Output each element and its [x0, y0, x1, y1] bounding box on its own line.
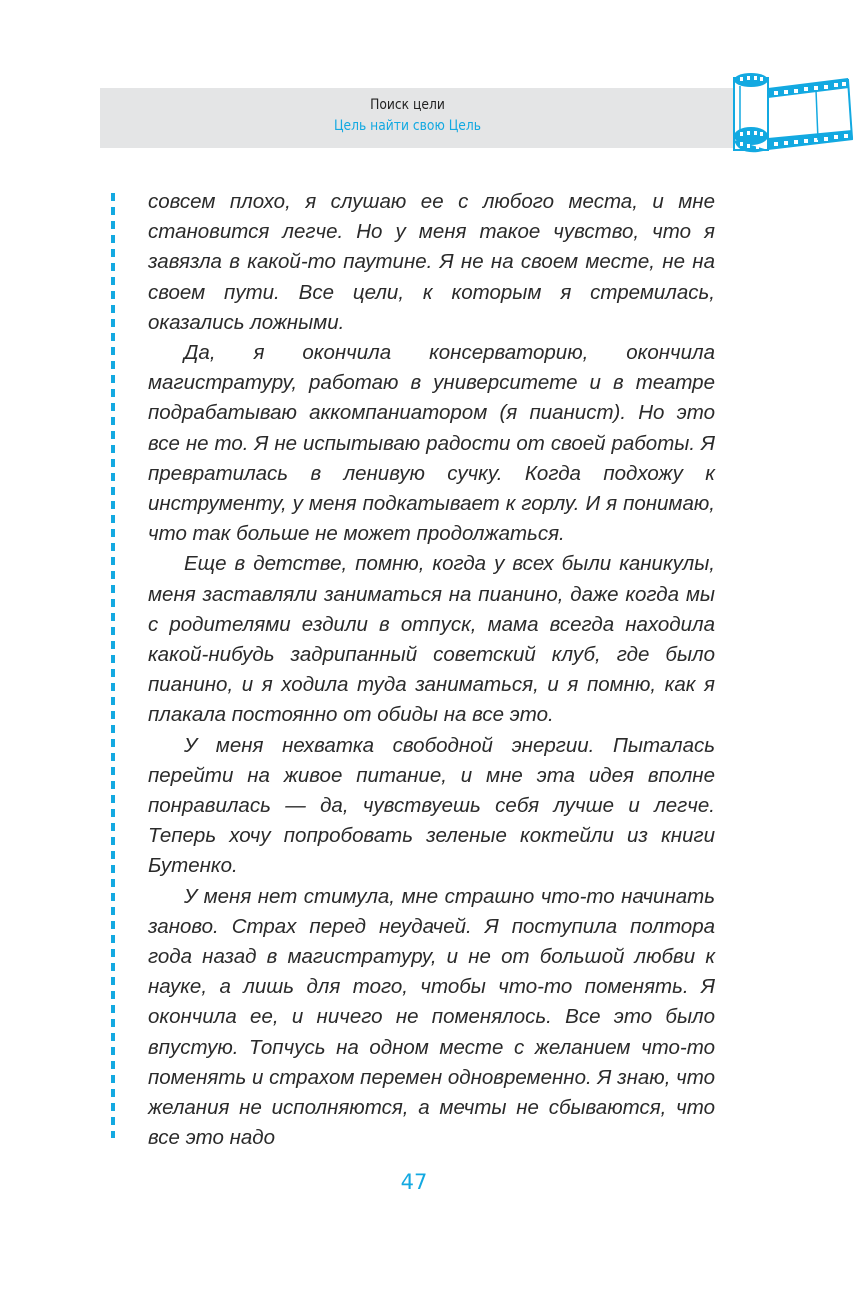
paragraph: Да, я окончила консерваторию, окончила магистратуру, работаю в университете и в театре подрабатываю аккомпаниатором (я пианист). Но это все не то. Я не испытываю радости от своей работы. Я превратилась в ленивую сучку. Когда подхожу к инструменту, у меня подкатывает к горлу. И я понимаю, что так больше не может продолжаться.: [148, 341, 715, 546]
film-strip-icon: [728, 68, 856, 160]
page-number: 47: [400, 1170, 428, 1194]
body-text: [148, 187, 715, 1154]
paragraph: Еще в детстве, помню, когда у всех были каникулы, меня заставляли заниматься на пианино, даже когда мы с родителями ездили в отпуск, мама всегда находила какой-нибудь задрипанный советский клуб, где было пианино, и я ходила туда заниматься, и я помню, как я плакала постоянно от обиды на все это.: [148, 552, 715, 727]
chapter-title: Поиск цели: [370, 97, 445, 113]
paragraph: У меня нет стимула, мне страшно что-то начинать заново. Страх перед неудачей. Я поступила полтора года назад в магистратуру, и не от большой любви к науке, а лишь для того, чтобы что-то поменять. Я окончила ее, и ничего не поменялось. Все это было впустую. Топчусь на одном месте с желанием что-то поменять и страхом перемен одновременно. Я знаю, что желания не исполняются, а мечты не сбываются, что все это надо: [148, 884, 715, 1150]
paragraph: совсем плохо, я слушаю ее с любого места, и мне становится легче. Но у меня такое чувство, что я завязла в какой-то паутине. Я не на своем месте, не на своем пути. Все цели, к которым я стремилась, оказались ложными.: [148, 190, 715, 334]
chapter-subtitle: Цель найти свою Цель: [333, 118, 482, 134]
margin-dashed-rule: [111, 193, 115, 1138]
paragraph: У меня нехватка свободной энергии. Пыталась перейти на живое питание, и мне эта идея вполне понравилась — да, чувствуешь себя лучше и легче. Теперь хочу попробовать зеленые коктейли из книги Бутенко.: [148, 733, 715, 878]
